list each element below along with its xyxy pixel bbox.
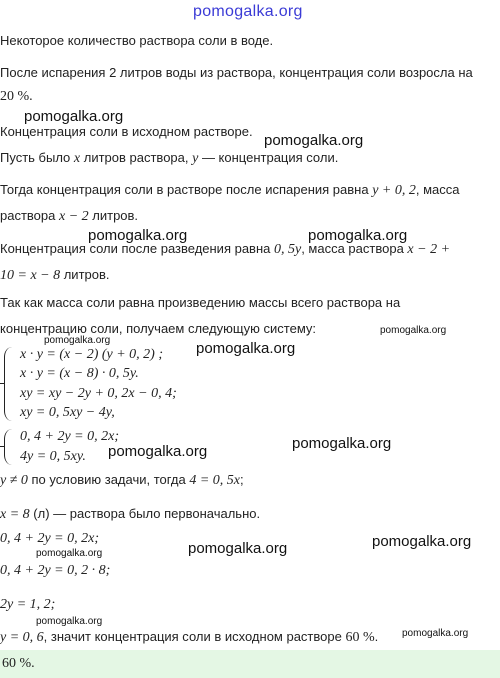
conc-evap-line-2 [0,208,138,225]
watermark: pomogalka.org [24,108,124,125]
final-text-2: . [374,629,379,644]
watermark: pomogalka.org [308,227,408,244]
result-x-text: (л) — раствора было первоначально. [29,506,261,521]
system1-eq-1: x · y = (x − 2) (y + 0, 2) ; [20,347,164,362]
intro-line: Некоторое количество раствора соли в воде. [0,33,274,48]
watermark: pomogalka.org [88,227,188,244]
watermark: pomogalka.org [380,325,447,336]
dilution-expr-2: x − 2 + [407,242,451,257]
watermark: pomogalka.org [36,548,103,559]
system-brace-2 [4,429,13,465]
watermark: pomogalka.org [196,340,296,357]
watermark: pomogalka.org [44,335,111,346]
evaporation-line-1: После испарения 2 литров воды из раствора, концентрация соли возросла на [0,65,473,80]
watermark: pomogalka.org [292,435,392,452]
answer-value: 60 %. [2,656,35,671]
final-text: , значит концентрация соли в исходном растворе [43,629,346,644]
dilution-expr-3: 10 = x − 8 [0,268,61,283]
watermark: pomogalka.org [402,628,469,639]
conc-text-2: , масса [415,182,460,197]
dilution-text-3: литров. [60,267,110,282]
equation-1: 0, 4 + 2y = 0, 2x; [0,531,99,546]
final-line [0,629,378,646]
system-brace-1-tip [0,383,5,384]
system1-eq-3: xy = xy − 2y + 0, 2x − 0, 4; [20,386,177,401]
equation-3: 2y = 1, 2; [0,597,56,612]
conc-evap-line-1 [0,182,459,199]
conc-text: Тогда концентрация соли в растворе после испарения равна [0,182,373,197]
watermark: pomogalka.org [108,443,208,460]
system-brace-1 [4,347,13,421]
answer-box [0,650,500,678]
system-brace-2-tip [0,446,5,447]
let-line [0,150,338,167]
let-text-1: Пусть было [0,150,74,165]
dilution-text-2: , масса раствора [301,241,408,256]
condition-text-2: ; [240,472,244,487]
evaporation-line-2: 20 %. [0,89,33,104]
var-y: y [192,151,199,166]
final-expr-2: 60 % [345,630,375,645]
mass-text: раствора [0,208,59,223]
mass-text-2: литров. [88,208,139,223]
mass-expr: x − 2 [58,209,89,224]
watermark-top: pomogalka.org [193,3,303,20]
mass-line-1: Так как масса соли равна произведению массы всего раствора на [0,295,401,310]
let-text-3: — концентрация соли. [198,150,339,165]
system2-eq-2: 4y = 0, 5xy. [20,449,86,464]
condition-expr-2: 4 = 0, 5x [189,473,241,488]
watermark: pomogalka.org [188,540,288,557]
watermark: pomogalka.org [372,533,472,550]
system1-eq-2: x · y = (x − 8) · 0, 5y. [20,366,139,381]
result-x-line [0,506,260,523]
watermark: pomogalka.org [36,616,103,627]
let-text-2: литров раствора, [80,150,193,165]
dilution-line-2 [0,267,110,284]
initial-concentration-heading: Концентрация соли в исходном растворе. [0,124,253,139]
system1-eq-4: xy = 0, 5xy − 4y, [20,405,115,420]
mass-line-2: концентрацию соли, получаем следующую систему: [0,321,317,336]
system2-eq-1: 0, 4 + 2y = 0, 2x; [20,429,119,444]
condition-line [0,472,244,489]
conc-expr: y + 0, 2 [372,183,416,198]
dilution-text: Концентрация соли после разведения равна [0,241,274,256]
condition-expr: y ≠ 0 [0,473,28,488]
equation-2: 0, 4 + 2y = 0, 2 · 8; [0,563,111,578]
var-x: x [73,151,81,166]
result-x-expr: x = 8 [0,507,30,522]
dilution-line-1 [0,241,450,258]
watermark: pomogalka.org [264,132,364,149]
condition-text: по условию задачи, тогда [27,472,190,487]
final-expr: y = 0, 6 [0,630,44,645]
dilution-expr: 0, 5y [273,242,302,257]
